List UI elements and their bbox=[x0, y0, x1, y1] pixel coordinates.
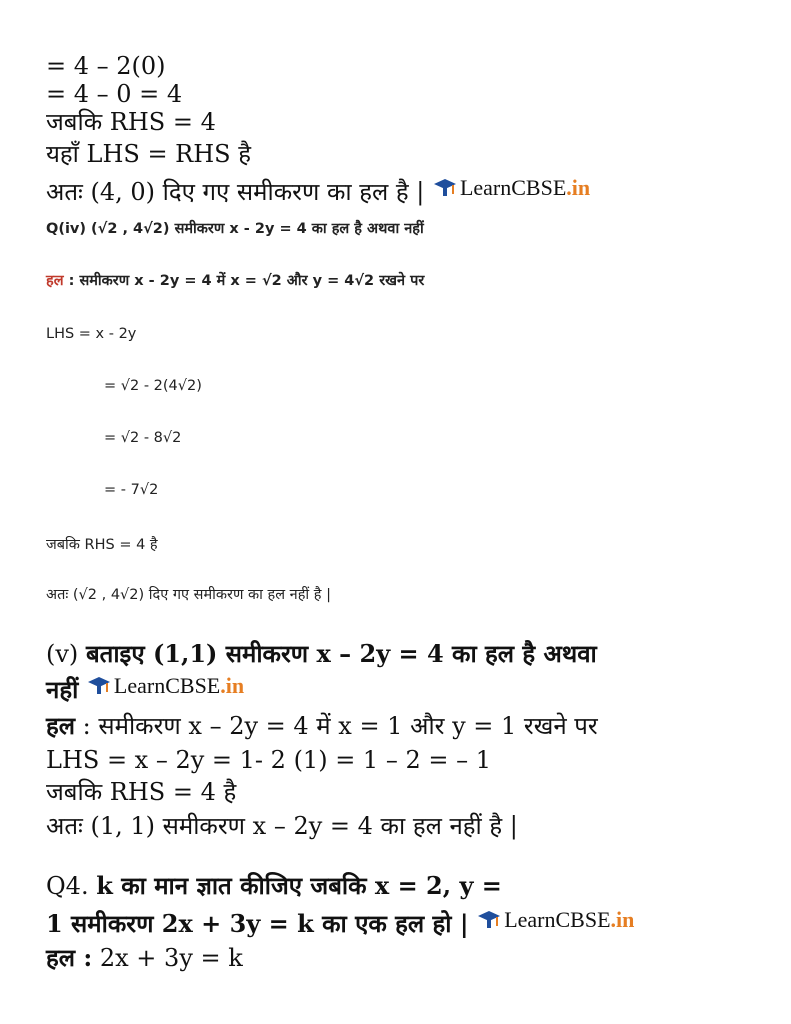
learncbse-logo bbox=[432, 174, 590, 202]
line-rhs-4: जबकि RHS = 4 bbox=[46, 108, 216, 136]
q4-title-cont: 1 समीकरण 2x + 3y = k का एक हल हो | bbox=[46, 909, 469, 938]
line-equals-4-minus-2-0: = 4 – 2(0) bbox=[46, 52, 166, 80]
hal-label: हल bbox=[46, 711, 76, 740]
hal-label: हल bbox=[46, 273, 64, 289]
logo-text: LearnCBSE bbox=[113, 673, 221, 698]
q-v-title-line2 bbox=[46, 672, 244, 704]
line-equals-4: = 4 – 0 = 4 bbox=[46, 80, 183, 108]
q4-solution-text: 2x + 3y = k bbox=[99, 944, 243, 972]
hal-label: हल : bbox=[46, 943, 93, 972]
q-v-lhs: LHS = x – 2y = 1- 2 (1) = 1 – 2 = – 1 bbox=[46, 746, 491, 774]
line-lhs-equals-rhs: यहाँ LHS = RHS है bbox=[46, 140, 251, 168]
graduation-cap-icon bbox=[86, 674, 112, 698]
q4-title-line2 bbox=[46, 906, 634, 938]
logo-dot-in: .in bbox=[610, 907, 635, 932]
q-v-rhs: जबकि RHS = 4 है bbox=[46, 778, 237, 806]
q-v-solution bbox=[46, 712, 598, 740]
q4-title: k का मान ज्ञात कीजिए जबकि x = 2, y = bbox=[96, 871, 502, 900]
graduation-cap-icon bbox=[476, 908, 502, 932]
step-3: = √2 - 8√2 bbox=[104, 430, 182, 446]
q-v-title-line1 bbox=[46, 640, 597, 668]
learncbse-logo bbox=[476, 906, 634, 934]
q4-title-line1 bbox=[46, 872, 502, 900]
q-v-conclusion: अतः (1, 1) समीकरण x – 2y = 4 का हल नहीं है | bbox=[46, 812, 518, 840]
conclusion-line bbox=[46, 174, 590, 206]
q-v-title: बताइए (1,1) समीकरण x – 2y = 4 का हल है अथवा bbox=[85, 639, 597, 668]
logo-text: LearnCBSE bbox=[504, 907, 611, 932]
q-v-title-end: नहीं bbox=[46, 675, 79, 704]
graduation-cap-icon bbox=[432, 176, 458, 200]
q-iv-title: Q(iv) (√2 , 4√2) समीकरण x - 2y = 4 का हल है अथवा नहीं bbox=[46, 221, 424, 237]
conclusion-text: अतः (4, 0) दिए गए समीकरण का हल है | bbox=[46, 178, 425, 206]
q-v-prefix: (v) bbox=[46, 640, 79, 668]
step-4: = - 7√2 bbox=[104, 482, 159, 498]
lhs-line: LHS = x - 2y bbox=[46, 326, 137, 342]
hal-text: : समीकरण x - 2y = 4 में x = √2 और y = 4√2 रखने पर bbox=[68, 273, 425, 289]
q-iv-conclusion: अतः (√2 , 4√2) दिए गए समीकरण का हल नहीं है | bbox=[46, 587, 331, 603]
step-2: = √2 - 2(4√2) bbox=[104, 378, 202, 394]
logo-dot-in: .in bbox=[566, 175, 591, 200]
rhs-line: जबकि RHS = 4 है bbox=[46, 537, 158, 553]
logo-dot-in: .in bbox=[220, 673, 245, 698]
q-v-solution-text: : समीकरण x – 2y = 4 में x = 1 और y = 1 रखने पर bbox=[82, 712, 598, 740]
q4-solution bbox=[46, 944, 243, 972]
logo-text: LearnCBSE bbox=[459, 175, 567, 200]
q-iv-solution-line bbox=[46, 270, 424, 290]
learncbse-logo bbox=[86, 672, 244, 700]
q4-prefix: Q4. bbox=[46, 872, 89, 900]
